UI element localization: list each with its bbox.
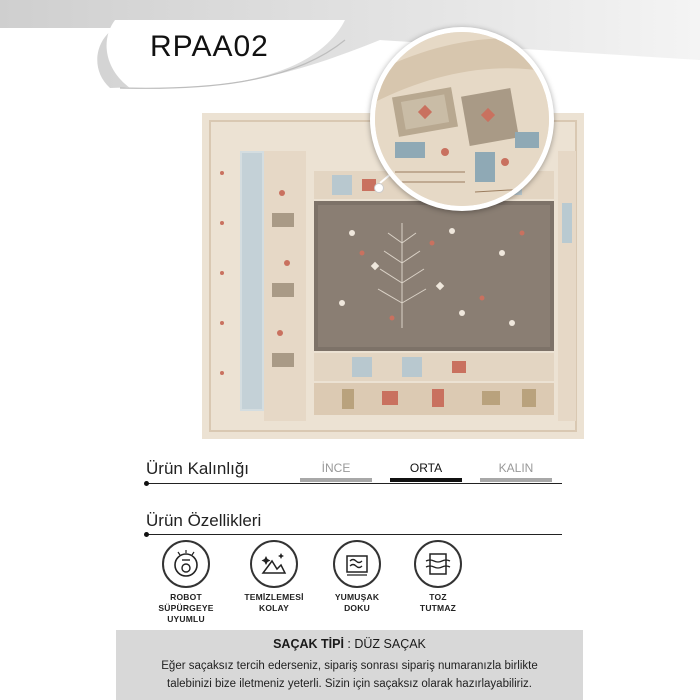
rug-zoom-pattern [375, 32, 549, 206]
thickness-option-orta[interactable]: ORTA [409, 461, 443, 475]
feature-label-line: UYUMLU [167, 614, 205, 624]
feature-soft-texture [311, 540, 403, 614]
fringe-info-band [116, 630, 583, 700]
rug-zoom-detail [370, 27, 554, 211]
fringe-note-line: talebinizi bize iletmeniz yeterli. Sizin için saçaksız olarak hazırlayabiliriz. [167, 678, 532, 690]
thickness-option-kalin[interactable]: KALIN [498, 461, 534, 475]
fringe-type-value: DÜZ SAÇAK [354, 637, 426, 651]
feature-label-line: ROBOT [170, 592, 202, 602]
easy-clean-icon [250, 540, 298, 588]
feature-label-line: DOKU [344, 603, 370, 613]
features-title: Ürün Özellikleri [146, 511, 262, 530]
header-swoosh [0, 0, 700, 110]
fringe-separator: : [343, 637, 355, 651]
feature-easy-clean [228, 540, 320, 614]
feature-label-line: SÜPÜRGEYE [158, 603, 214, 613]
divider-dot [144, 481, 149, 486]
soft-texture-icon [333, 540, 381, 588]
feature-label-line: YUMUŞAK [334, 592, 380, 602]
thickness-bar-ince [300, 478, 372, 482]
thickness-title: Ürün Kalınlığı [146, 459, 249, 478]
divider-dot [144, 532, 149, 537]
thickness-bar-orta-selected [390, 478, 462, 482]
thickness-option-ince[interactable]: İNCE [321, 461, 351, 475]
fringe-type-label: SAÇAK TİPİ [273, 637, 344, 651]
feature-dust-repellent [392, 540, 484, 614]
feature-label-line: TOZ [429, 592, 447, 602]
zoom-pointer-dot [374, 183, 384, 193]
fringe-note-line: Eğer saçaksız tercih ederseniz, sipariş sonrası sipariş numaranızla birlikte [161, 660, 538, 672]
fringe-note [122, 657, 577, 693]
dust-repellent-icon [414, 540, 462, 588]
feature-label-line: KOLAY [259, 603, 289, 613]
header-band [0, 0, 700, 110]
robot-vacuum-icon [162, 540, 210, 588]
fringe-type-heading [116, 637, 583, 651]
feature-label-line: TUTMAZ [419, 603, 457, 613]
feature-robot-vacuum [140, 540, 232, 625]
thickness-bar-kalin [480, 478, 552, 482]
product-code: RPAA02 [150, 30, 269, 63]
features-divider [146, 534, 562, 535]
thickness-divider [146, 483, 562, 484]
feature-label-line: TEMİZLEMESİ [244, 592, 304, 602]
